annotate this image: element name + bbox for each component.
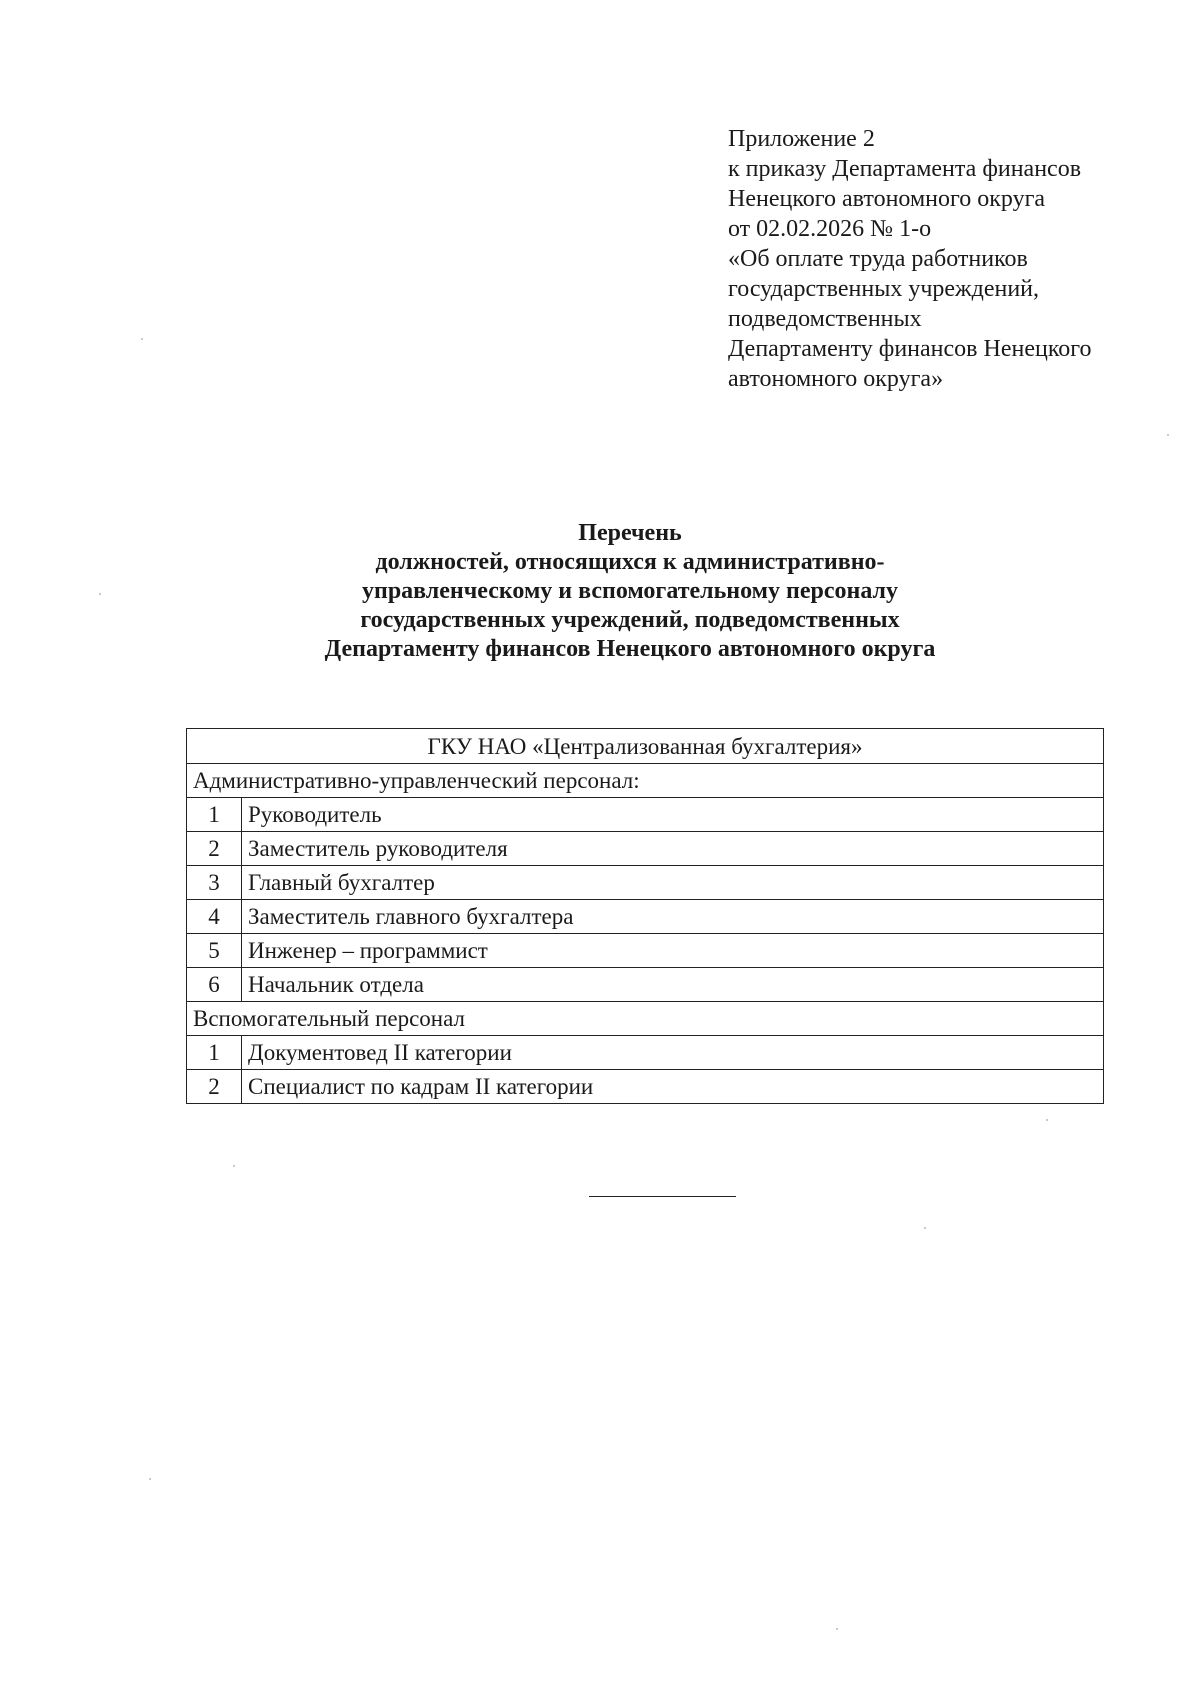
appendix-line: «Об оплате труда работников (728, 246, 1028, 272)
row-number: 3 (187, 866, 242, 900)
end-divider (589, 1196, 736, 1197)
row-number: 2 (187, 1070, 242, 1104)
organization-name: ГКУ НАО «Централизованная бухгалтерия» (187, 729, 1104, 764)
table-row (187, 866, 1104, 900)
table-row (187, 968, 1104, 1002)
row-number: 1 (187, 1036, 242, 1070)
title-line: государственных учреждений, подведомственных (360, 607, 900, 633)
appendix-line: от 02.02.2026 № 1-о (728, 216, 932, 242)
position-name: Инженер – программист (242, 934, 1104, 968)
section-row (187, 1002, 1104, 1036)
organization-row (187, 729, 1104, 764)
title-line: управленческому и вспомогательному персоналу (361, 578, 898, 604)
table-row (187, 1036, 1104, 1070)
position-name: Специалист по кадрам II категории (242, 1070, 1104, 1104)
title-line: Перечень (578, 520, 682, 546)
scan-speck (141, 338, 143, 340)
scan-speck (924, 1227, 926, 1229)
row-number: 5 (187, 934, 242, 968)
table-row (187, 832, 1104, 866)
table-row (187, 900, 1104, 934)
appendix-line: Приложение 2 (728, 126, 875, 152)
section-row (187, 764, 1104, 798)
appendix-line: Департаменту финансов Ненецкого (728, 336, 1092, 362)
positions-table (186, 728, 1104, 1104)
table-row (187, 1070, 1104, 1104)
row-number: 4 (187, 900, 242, 934)
appendix-line: к приказу Департамента финансов (728, 156, 1082, 182)
appendix-line: Ненецкого автономного округа (728, 186, 1046, 212)
scan-speck (1046, 1119, 1048, 1121)
scan-speck (149, 1478, 151, 1480)
position-name: Главный бухгалтер (242, 866, 1104, 900)
appendix-header (728, 124, 1168, 394)
appendix-line: государственных учреждений, (728, 276, 1040, 302)
row-number: 1 (187, 798, 242, 832)
row-number: 6 (187, 968, 242, 1002)
appendix-line: автономного округа» (728, 366, 944, 392)
document-title (0, 519, 1200, 664)
admin-section-heading: Административно-управленческий персонал: (187, 764, 1104, 798)
table-row (187, 934, 1104, 968)
scan-speck (233, 1165, 235, 1167)
support-section-heading: Вспомогательный персонал (187, 1002, 1104, 1036)
scan-speck (1167, 434, 1169, 436)
scan-speck (99, 593, 101, 595)
position-name: Заместитель главного бухгалтера (242, 900, 1104, 934)
appendix-line: подведомственных (728, 306, 922, 332)
table-row (187, 798, 1104, 832)
position-name: Начальник отдела (242, 968, 1104, 1002)
title-line: Департаменту финансов Ненецкого автономного округа (324, 636, 936, 662)
position-name: Документовед II категории (242, 1036, 1104, 1070)
scan-speck (836, 1628, 838, 1630)
title-line: должностей, относящихся к административно- (375, 549, 885, 575)
row-number: 2 (187, 832, 242, 866)
position-name: Руководитель (242, 798, 1104, 832)
position-name: Заместитель руководителя (242, 832, 1104, 866)
